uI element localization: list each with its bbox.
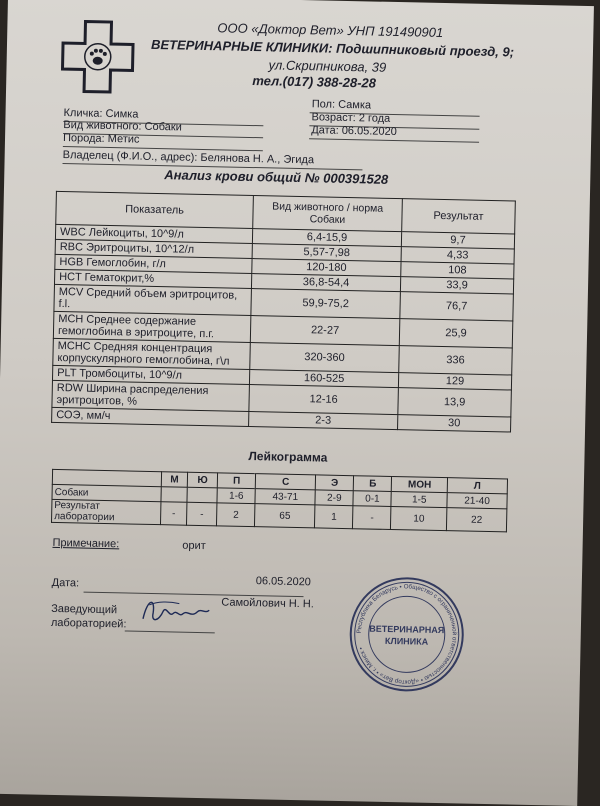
table-row: RDW Ширина распределения эритроцитов, % 12-16 13,9	[52, 380, 511, 417]
blood-test-table	[51, 191, 516, 433]
clinic-line2: ВЕТЕРИНАРНЫЕ КЛИНИКИ: Подшипниковый проезд, 9;	[150, 36, 515, 60]
svg-text:КЛИНИКА: КЛИНИКА	[384, 635, 429, 647]
analysis-title: Анализ крови общий № 000391528	[164, 167, 389, 187]
table-row: Результат лаборатории - - 2 65 1 - 10 22	[52, 499, 507, 532]
table-row: СОЭ, мм/ч 2-3 30	[52, 407, 511, 432]
species-field: Вид животного: Собаки	[63, 119, 182, 134]
age-field: Возраст: 2 года	[311, 111, 391, 125]
date-field: Дата: 06.05.2020	[311, 124, 397, 139]
sex-field: Пол: Самка	[311, 98, 372, 112]
table-row: MCHC Средняя концентрация корпускулярного гемоглобина, г\л 320-360 336	[53, 338, 512, 375]
table-row: MCH Среднее содержание гемоглобина в эритроците, п.г. 22-27 25,9	[53, 311, 512, 348]
header-norm: Вид животного / норма Собаки	[253, 196, 403, 232]
clinic-line3: ул.Скрипникова, 39	[268, 57, 387, 75]
table-row: HGB Гемоглобин, г/л 120-180 108	[55, 254, 514, 279]
breed-field: Порода: Метис	[62, 132, 140, 146]
table-row: MCV Средний объем эритроцитов, f.l. 59,9-75,2 76,7	[54, 284, 513, 321]
header-result: Результат	[402, 199, 516, 234]
footer-date-label: Дата:	[51, 576, 80, 590]
divider	[125, 630, 215, 633]
table-row: RBC Эритроциты, 10^12/л 5,57-7,98 4,33	[55, 239, 514, 264]
leukogram-title: Лейкограмма	[248, 449, 328, 465]
clinic-line1: ООО «Доктор Вет» УНП 191490901	[217, 20, 444, 40]
table-row: Собаки 1-6 43-71 2-9 0-1 1-5 21-40	[52, 484, 507, 509]
leukogram-table	[51, 469, 508, 533]
table-row: WBC Лейкоциты, 10^9/л 6,4-15,9 9,7	[55, 224, 514, 249]
head-label-line2: лабораторией:	[50, 616, 127, 631]
svg-text:Республика Беларусь • Общество: Республика Беларусь • Общество с ограниченной ответственностью • «Доктор Вет» • г. Минск •	[355, 583, 458, 686]
name-field: Кличка: Симка	[63, 107, 139, 121]
note-field: Примечание: орит	[52, 536, 206, 553]
table-row: HCT Гематокрит,% 36,8-54,4 33,9	[54, 269, 513, 294]
owner-field: Владелец (Ф.И.О., адрес): Белянова Н. А., Эгида	[62, 149, 315, 167]
head-name: Самойлович Н. Н.	[221, 596, 314, 611]
clinic-stamp	[348, 575, 466, 693]
signature	[139, 593, 212, 631]
head-label-line1: Заведующий	[51, 602, 118, 617]
divider	[309, 138, 479, 143]
footer-date-value: 06.05.2020	[255, 575, 311, 589]
table-row: PLT Тромбоциты, 10^9/л 160-525 129	[52, 365, 511, 390]
clinic-line4: тел.(017) 388-28-28	[252, 72, 377, 91]
table-header-row: М Ю П С Э Б МОН Л	[52, 469, 507, 494]
svg-text:ВЕТЕРИНАРНАЯ: ВЕТЕРИНАРНАЯ	[369, 623, 445, 636]
cross-paw-icon	[60, 19, 136, 95]
header-indicator: Показатель	[56, 191, 254, 228]
